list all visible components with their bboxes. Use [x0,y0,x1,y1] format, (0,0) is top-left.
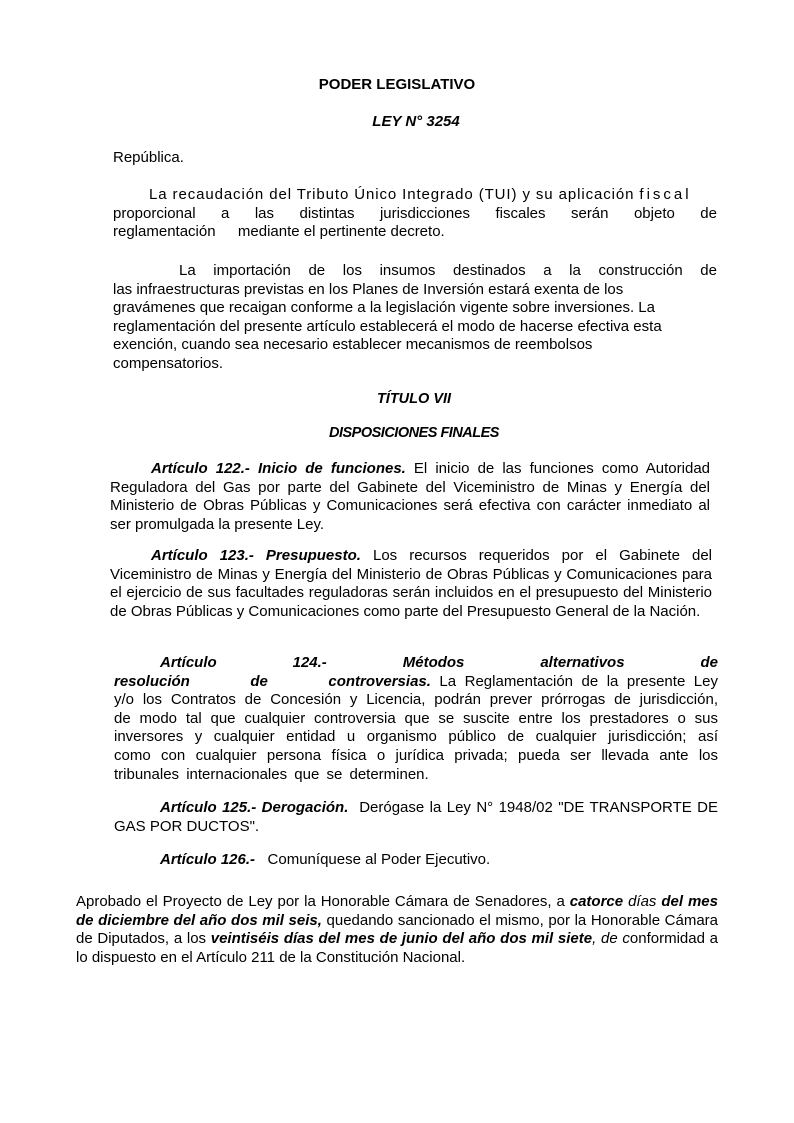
article-124 [114,654,718,784]
closing-part1: Aprobado el Proyecto de Ley por la Honorable Cámara de Senadores, a [76,893,570,910]
article-125-heading: Artículo 125.- Derogación. [160,799,349,816]
closing-part4: del mes de diciembre del año dos mil seis, [76,893,718,929]
article-122-heading: Artículo 122.- Inicio de funciones. [151,460,406,477]
article-124-body: La Reglamentación de la presente Ley y/o los Contratos de Concesión y Licencia, podrán prever prórrogas de jurisdicción, de modo tal que cualquier controversia que se suscite entre los prestadores o sus inversores y cualquier entidad u organismo público de cualquier jurisdicción; así como con cualquier persona física o jurídica privada; pueda ser llevada ante los tribunales internacionales que se determinen. [114,672,718,783]
import-line2: las infraestructuras previstas en los Planes de Inversión estará exenta de los [113,280,624,298]
article-122-body: El inicio de las funciones como Autoridad Reguladora del Gas por parte del Gabinete del Viceministro de Minas y Energía del Ministerio de Obras Públicas y Comunicaciones será efectiva con carácter inmediato al ser promulgada la presente Ley. [110,460,711,533]
page-title: PODER LEGISLATIVO [318,76,476,93]
titulo-heading: TÍTULO VII [376,391,452,407]
closing-part6: veintiséis días del mes de junio del año dos mil siete [210,930,593,948]
intro-text: República. [113,149,184,166]
import-line6: compensatorios. [113,354,224,372]
article-125 [114,799,718,836]
import-line4: reglamentación del presente artículo establecerá el modo de hacerse efectiva esta [113,317,662,335]
disposiciones-heading: DISPOSICIONES FINALES [329,425,499,441]
tui-line3b: mediante el pertinente decreto. [237,223,445,241]
paragraph-tui [113,186,717,242]
tui-line3a: reglamentación [113,223,216,241]
article-123-body: Los recursos requeridos por el Gabinete del Viceministro de Minas y Energía del Ministerio de Obras Públicas y Comunicaciones para el ejercicio de sus facultades reguladoras serán incluidos en el presupuesto del Ministerio de Obras Públicas y Comunicaciones como parte del Presupuesto General de la Nación. [110,547,712,620]
closing-part3: días [623,893,662,910]
article-126-heading: Artículo 126.- [160,851,256,868]
tui-line1: La recaudación del Tributo Único Integrado (TUI) y su aplicación [149,186,640,203]
article-126-body: Comuníquese al Poder Ejecutivo. [267,851,491,868]
tui-line2: proporcional a las distintas jurisdicciones fiscales serán objeto de [113,204,717,222]
closing-part8: onformidad a lo dispuesto en el Artículo 211 de la Constitución Nacional. [76,930,719,966]
import-line1: La importación de los insumos destinados a la construcción de [179,262,717,279]
article-122 [110,460,710,534]
law-number: LEY N° 3254 [372,113,460,130]
paragraph-import [113,262,717,374]
closing-part7: , de c [592,930,630,948]
article-126 [160,851,490,870]
article-123 [110,547,712,621]
article-125-body: Derógase la Ley N° 1948/02 "DE TRANSPORTE DE GAS POR DUCTOS". [114,799,719,835]
tui-fiscal: fiscal [639,186,692,203]
article-124-heading: Artículo 124.- Métodos alternativos de resolución de controversias. [114,654,718,690]
article-123-heading: Artículo 123.- Presupuesto. [151,547,361,564]
closing-part2: catorce [569,893,624,910]
import-line3: gravámenes que recaigan conforme a la legislación vigente sobre inversiones. La [113,299,655,317]
import-line5: exención, cuando sea necesario establecer mecanismos de reembolsos [113,336,593,354]
closing-part5: quedando sancionado el mismo, por la Honorable Cámara de Diputados, a los [76,911,718,948]
closing-paragraph [76,893,718,967]
